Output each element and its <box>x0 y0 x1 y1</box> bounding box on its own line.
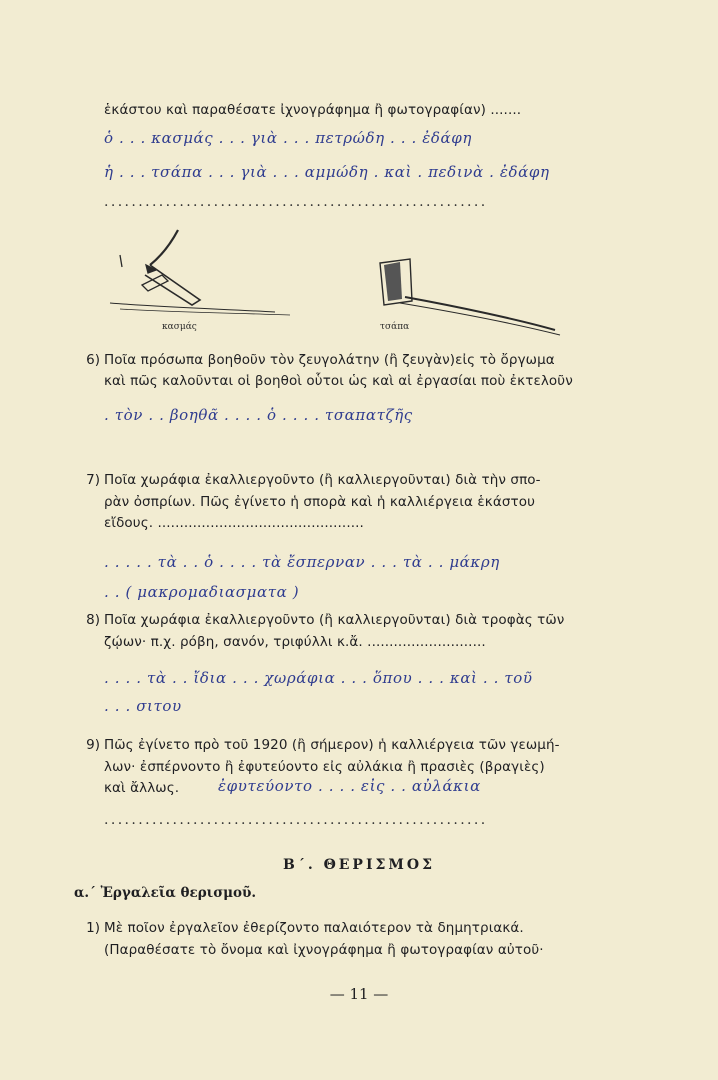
handwritten-answer-line: . . . . . τὰ . . ὁ . . . . τὰ ἔσπερναν . . . τὰ . . μάκρη <box>104 553 500 571</box>
question-text-line: εἴδους. ............................................... <box>104 515 364 531</box>
dotted-line: ........................................................ <box>104 194 488 210</box>
question-number: 7) <box>86 472 100 488</box>
dotted-line: ........................................................ <box>104 812 488 828</box>
page-number: — 11 — <box>329 985 389 1003</box>
question-text-line: καὶ ἄλλως. <box>104 780 180 796</box>
handwritten-answer-line: ἡ . . . τσάπα . . . γιὰ . . . αμμώδη . καὶ . πεδινὰ . ἐδάφη <box>104 163 550 181</box>
intro-text-line: ἑκάστου καὶ παραθέσατε ἰχνογράφημα ἢ φωτογραφίαν) ....... <box>104 102 522 118</box>
question-text-line: Ποῖα χωράφια ἐκαλλιεργοῦντο (ἢ καλλιεργοῦνται) διὰ τὴν σπο- <box>104 472 541 488</box>
question-text-line: λων· ἐσπέρνοντο ἢ ἐφυτεύοντο εἰς αὐλάκια ἢ πρασιὲς (βραγιὲς) <box>104 759 545 775</box>
question-text-line: Πῶς ἐγίνετο πρὸ τοῦ 1920 (ἢ σήμερον) ἡ καλλιέργεια τῶν γεωμή- <box>104 737 560 753</box>
question-text-line: ρὰν ὀσπρίων. Πῶς ἐγίνετο ἡ σπορὰ καὶ ἡ καλλιέργεια ἑκάστου <box>104 494 535 510</box>
question-text-line: Ποῖα χωράφια ἐκαλλιεργοῦντο (ἢ καλλιεργοῦνται) διὰ τροφὰς τῶν <box>104 612 565 628</box>
handwritten-answer-line: . . . . τὰ . . ἴδια . . . χωράφια . . . ὅπου . . . καὶ . . τοῦ <box>104 669 533 687</box>
figure-label-left: κασμάς <box>162 322 197 332</box>
figure-label-right: τσάπα <box>380 322 410 332</box>
question-number: 8) <box>86 612 100 628</box>
handwritten-answer-line: . . ( μακρομαδιασματα ) <box>104 583 300 601</box>
section-subheading: α.΄ Ἐργαλεῖα θερισμοῦ. <box>74 885 257 901</box>
handwritten-answer-line: ἐφυτεύοντο . . . . εἰς . . αὐλάκια <box>218 777 481 795</box>
question-text-line: ζῴων· π.χ. ρόβη, σανόν, τριφύλλι κ.ἄ. ........................... <box>104 634 486 650</box>
question-text-line: καὶ πῶς καλοῦνται οἱ βοηθοὶ οὗτοι ὡς καὶ αἱ ἐργασίαι ποὺ ἐκτελοῦν <box>104 373 573 389</box>
question-text-line: Ποῖα πρόσωπα βοηθοῦν τὸν ζευγολάτην (ἢ ζευγὰν)εἰς τὸ ὄργωμα <box>104 352 555 368</box>
tool-sketch-figure <box>100 215 570 340</box>
question-number: 6) <box>86 352 100 368</box>
question-number: 9) <box>86 737 100 753</box>
question-text-line: Μὲ ποῖον ἐργαλεῖον ἐθερίζοντο παλαιότερον τὰ δημητριακά. <box>104 920 524 936</box>
handwritten-answer-line: ὁ . . . κασμάς . . . γιὰ . . . πετρώδη . . . ἐδάφη <box>104 129 472 147</box>
question-text-line: (Παραθέσατε τὸ ὄνομα καὶ ἰχνογράφημα ἢ φωτογραφίαν αὐτοῦ· <box>104 942 544 958</box>
handwritten-answer-line: . . . σιτου <box>104 697 182 715</box>
handwritten-answer-line: . τὸν . . βοηθᾶ . . . . ὁ . . . . τσαπατζῆς <box>104 406 413 424</box>
question-number: 1) <box>86 920 100 936</box>
section-heading: Β΄. ΘΕΡΙΣΜΟΣ <box>282 857 435 873</box>
